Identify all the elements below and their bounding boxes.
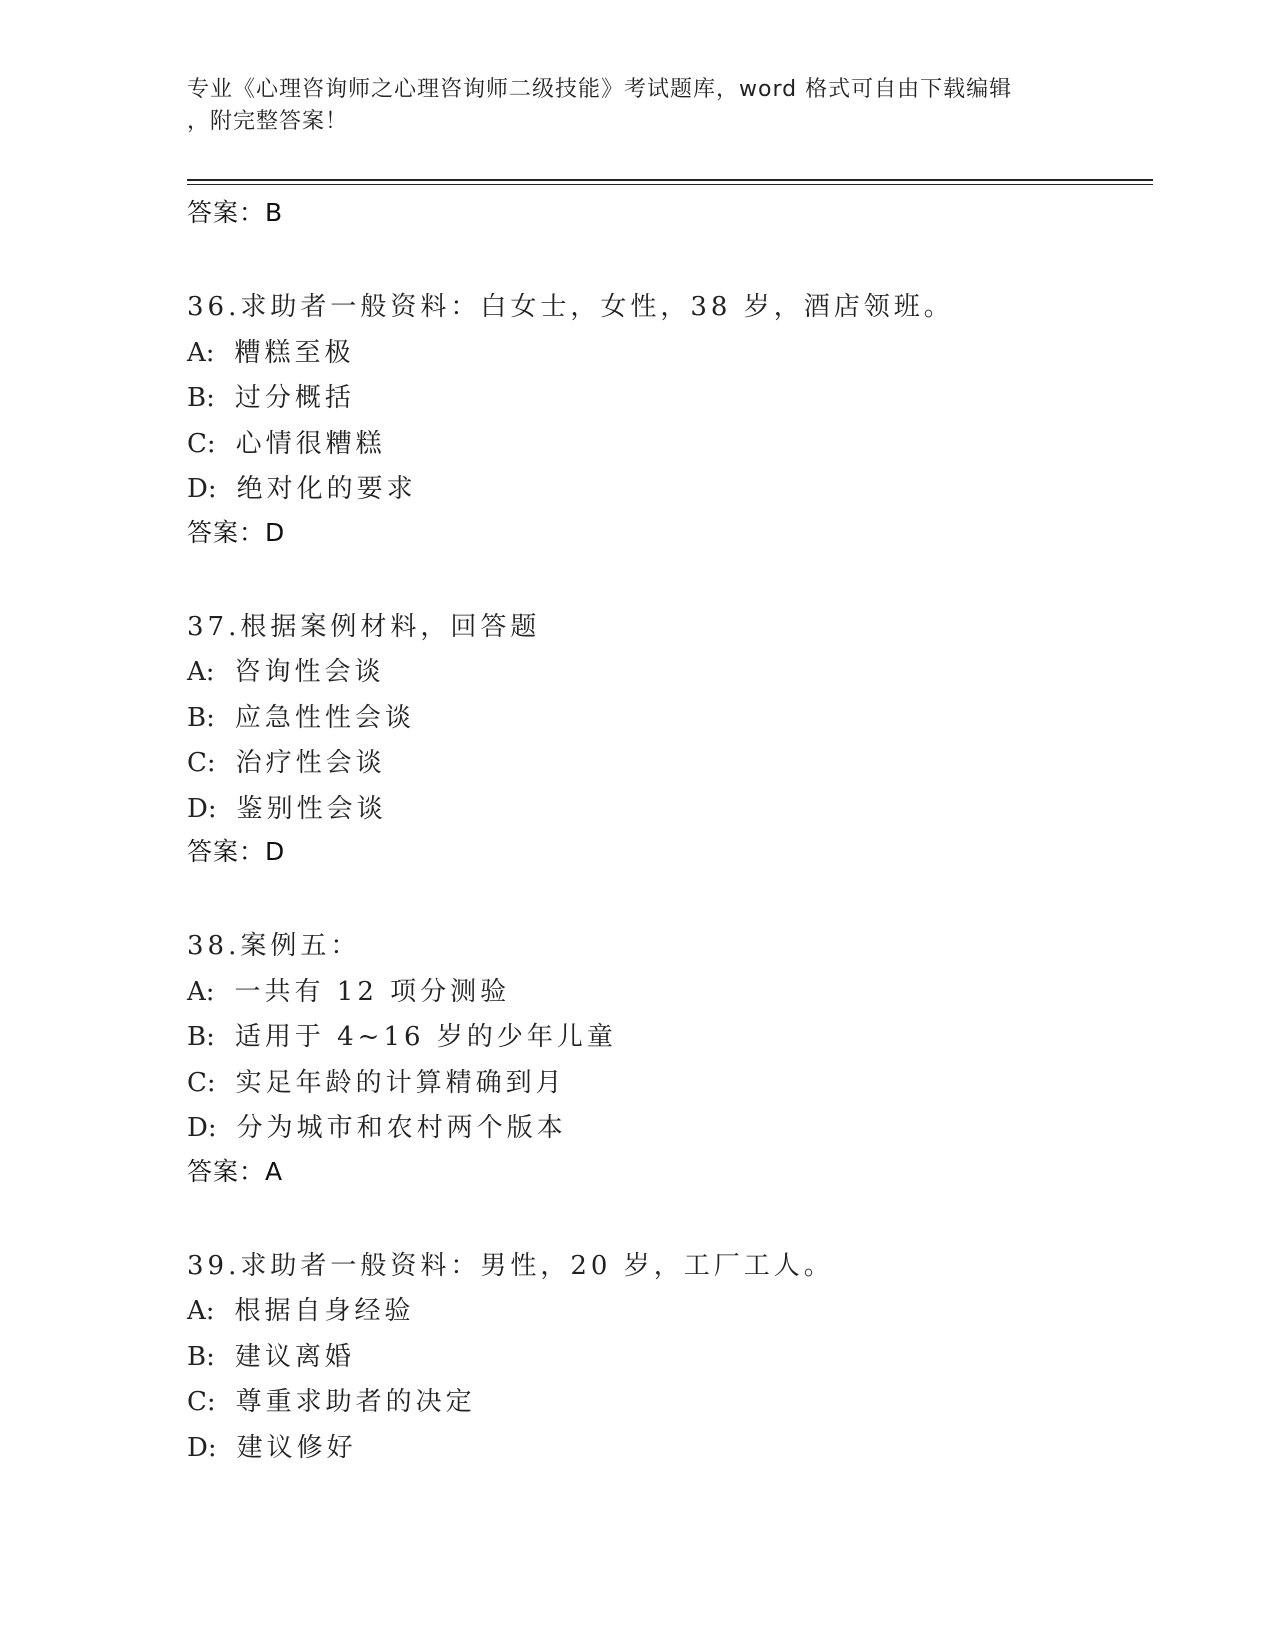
option-text: 绝对化的要求	[236, 474, 417, 504]
option-key: D:	[187, 1113, 217, 1143]
option-c	[187, 422, 1153, 468]
option-d	[187, 1426, 1153, 1472]
question-text: 37.根据案例材料，回答题	[187, 611, 541, 642]
option-key: A:	[187, 976, 215, 1007]
question-item	[187, 924, 1153, 1192]
option-a	[187, 650, 1153, 696]
option-key: C:	[187, 1387, 216, 1417]
answer-line: 答案：D	[187, 517, 286, 547]
option-d	[187, 787, 1153, 833]
option-key: C:	[187, 428, 216, 459]
question-item	[187, 1244, 1153, 1472]
option-d	[187, 1106, 1153, 1152]
option-text: 实足年龄的计算精确到月	[235, 1067, 566, 1098]
option-text: 心情很糟糕	[235, 428, 386, 459]
option-text: 应急性性会谈	[234, 702, 415, 733]
option-key: C:	[187, 1067, 216, 1098]
option-text: 分为城市和农村两个版本	[236, 1113, 567, 1143]
option-a	[187, 331, 1153, 377]
option-key: A:	[187, 1296, 215, 1326]
option-text: 一共有 12 项分测验	[234, 976, 511, 1007]
option-text: 尊重求助者的决定	[235, 1387, 476, 1417]
option-b	[187, 376, 1153, 422]
header-line-1: 专业《心理咨询师之心理咨询师二级技能》考试题库，word 格式可自由下载编辑	[187, 77, 1013, 102]
option-b	[187, 696, 1153, 742]
option-key: A:	[187, 337, 215, 368]
option-key: D:	[187, 793, 217, 824]
option-key: B:	[187, 702, 215, 733]
option-a	[187, 1289, 1153, 1335]
option-text: 适用于 4~16 岁的少年儿童	[234, 1022, 617, 1052]
option-text: 建议离婚	[234, 1341, 355, 1372]
option-key: D:	[187, 1432, 217, 1463]
option-d	[187, 467, 1153, 513]
option-text: 治疗性会谈	[235, 748, 386, 778]
option-text: 根据自身经验	[234, 1296, 415, 1326]
option-key: B:	[187, 383, 215, 413]
option-text: 糟糕至极	[234, 337, 355, 368]
option-key: A:	[187, 657, 215, 687]
option-b	[187, 1015, 1153, 1061]
header-line-2: ，附完整答案！	[187, 109, 349, 134]
header-divider-thin	[187, 184, 1153, 185]
option-text: 过分概括	[234, 383, 355, 413]
option-key: B:	[187, 1022, 215, 1052]
option-b	[187, 1335, 1153, 1381]
question-item	[187, 605, 1153, 873]
option-key: C:	[187, 748, 216, 778]
question-item	[187, 285, 1153, 553]
question-text: 36.求助者一般资料：白女士，女性，38 岁，酒店领班。	[187, 292, 954, 322]
option-text: 咨询性会谈	[234, 657, 385, 687]
option-key: D:	[187, 474, 217, 504]
option-c	[187, 1061, 1153, 1107]
answer-line: 答案：B	[187, 198, 284, 227]
question-text: 39.求助者一般资料：男性，20 岁，工厂工人。	[187, 1250, 834, 1281]
option-text: 鉴别性会谈	[236, 793, 387, 824]
header-divider-thick	[187, 179, 1153, 181]
question-text: 38.案例五：	[187, 931, 361, 961]
answer-line: 答案：D	[187, 837, 286, 866]
question-list	[187, 193, 1153, 1471]
option-a	[187, 970, 1153, 1016]
option-c	[187, 1380, 1153, 1426]
option-text: 建议修好	[236, 1432, 357, 1463]
document-header	[187, 74, 1087, 138]
option-key: B:	[187, 1341, 215, 1372]
answer-line: 答案：A	[187, 1156, 284, 1186]
option-c	[187, 741, 1153, 787]
